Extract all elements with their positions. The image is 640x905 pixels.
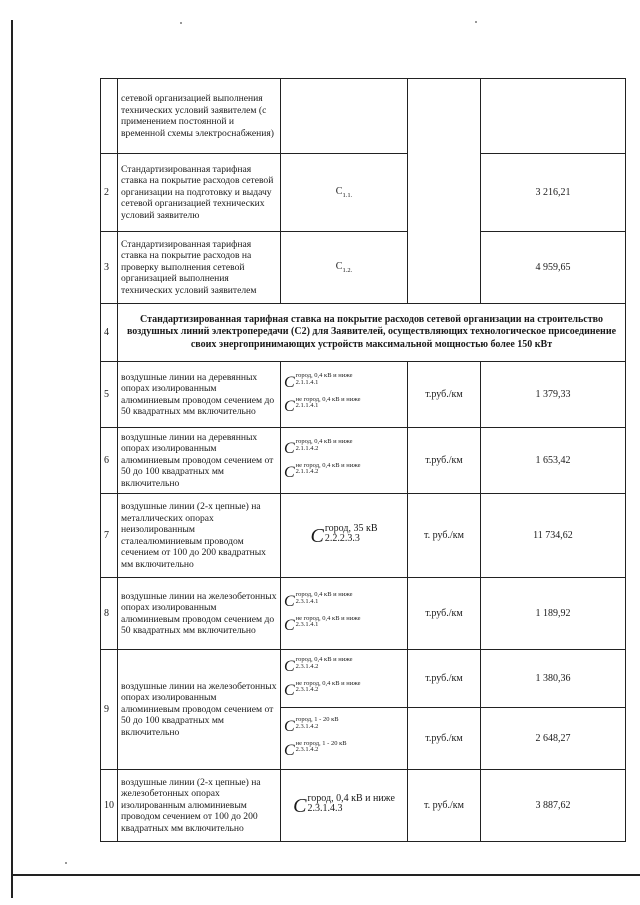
page-frame-bottom-line xyxy=(11,874,640,876)
unit xyxy=(408,154,481,232)
rate-value: 2 648,27 xyxy=(481,708,626,770)
table-row xyxy=(101,578,626,650)
unit: т.руб./км xyxy=(408,362,481,428)
table-row xyxy=(101,494,626,578)
row-number: 9 xyxy=(101,650,118,770)
row-number: 10 xyxy=(101,770,118,842)
unit xyxy=(408,232,481,304)
unit: т.руб./км xyxy=(408,428,481,494)
row-name: воздушные линии на деревянных опорах изолированным алюминиевым проводом сечением до 50 квадратных мм включительно xyxy=(118,362,281,428)
rate-symbol: C город, 0,4 кВ и ниже 2.1.1.4.2 C не город, 0,4 кВ и ниже 2.1.1.4.2 xyxy=(281,428,408,494)
tariff-rates-table xyxy=(100,78,626,842)
row-number: 7 xyxy=(101,494,118,578)
rate-value: 1 189,92 xyxy=(481,578,626,650)
table-row xyxy=(101,154,626,232)
row-name: сетевой организацией выполнения технических условий заявителем (с применением постоянной и временной схемы электроснабжения) xyxy=(118,79,281,154)
rate-symbol: C город, 0,4 кВ и ниже 2.3.1.4.3 xyxy=(281,770,408,842)
rate-value xyxy=(481,79,626,154)
rate-symbol xyxy=(281,79,408,154)
rate-value: 1 653,42 xyxy=(481,428,626,494)
row-name: воздушные линии на железобетонных опорах изолированным алюминиевым проводом сечением до 50 квадратных мм включительно xyxy=(118,578,281,650)
row-number: 4 xyxy=(101,304,118,362)
unit: т.руб./км xyxy=(408,650,481,708)
unit xyxy=(408,79,481,154)
row-name: воздушные линии (2-х цепные) на железобетонных опорах изолированным алюминиевым проводом сечением от 100 до 200 квадратных мм включительно xyxy=(118,770,281,842)
rate-value: 1 379,33 xyxy=(481,362,626,428)
rate-value: 1 380,36 xyxy=(481,650,626,708)
unit: т. руб./км xyxy=(408,494,481,578)
row-name: воздушные линии (2-х цепные) на металлических опорах неизолированным сталеалюминиевым проводом сечением от 100 до 200 квадратных мм включительно xyxy=(118,494,281,578)
table-row xyxy=(101,304,626,362)
row-number: 2 xyxy=(101,154,118,232)
table-row xyxy=(101,770,626,842)
rate-symbol: C город, 1 - 20 кВ 2.3.1.4.2 C не город, 1 - 20 кВ 2.3.1.4.2 xyxy=(281,708,408,770)
rate-symbol: C город, 0,4 кВ и ниже 2.3.1.4.1 C не город, 0,4 кВ и ниже 2.3.1.4.1 xyxy=(281,578,408,650)
unit: т. руб./км xyxy=(408,770,481,842)
rate-symbol: $C_{1.1.}$ xyxy=(281,154,408,232)
scan-speck xyxy=(65,862,67,864)
table-row xyxy=(101,362,626,428)
rate-value: 11 734,62 xyxy=(481,494,626,578)
rate-value: 4 959,65 xyxy=(481,232,626,304)
table-row xyxy=(101,650,626,708)
row-number: 6 xyxy=(101,428,118,494)
row-number xyxy=(101,79,118,154)
row-number: 3 xyxy=(101,232,118,304)
rate-symbol: C город, 0,4 кВ и ниже 2.1.1.4.1 C не город, 0,4 кВ и ниже 2.1.1.4.1 xyxy=(281,362,408,428)
section-header: Стандартизированная тарифная ставка на покрытие расходов сетевой организации на строительство воздушных линий электропередачи (С2) для Заявителей, осуществляющих технологическое присоединение своих энергопринимающих устройств максимальной мощностью более 150 кВт xyxy=(118,304,626,362)
row-number: 8 xyxy=(101,578,118,650)
table-row xyxy=(101,79,626,154)
unit: т.руб./км xyxy=(408,708,481,770)
row-name: воздушные линии на железобетонных опорах изолированным алюминиевым проводом сечением от 50 до 100 квадратных мм включительно xyxy=(118,650,281,770)
table-row xyxy=(101,428,626,494)
rate-value: 3 887,62 xyxy=(481,770,626,842)
scan-speck xyxy=(180,22,182,24)
row-number: 5 xyxy=(101,362,118,428)
rate-symbol: $C_{1.2.}$ xyxy=(281,232,408,304)
unit: т.руб./км xyxy=(408,578,481,650)
rate-symbol: C город, 0,4 кВ и ниже 2.3.1.4.2 C не город, 0,4 кВ и ниже 2.3.1.4.2 xyxy=(281,650,408,708)
rate-value: 3 216,21 xyxy=(481,154,626,232)
row-name: воздушные линии на деревянных опорах изолированным алюминиевым проводом сечением от 50 до 100 квадратных мм включительно xyxy=(118,428,281,494)
page-frame-left-line xyxy=(11,20,13,898)
row-name: Стандартизированная тарифная ставка на покрытие расходов сетевой организации на подготовку и выдачу сетевой организацией технических условий заявителю xyxy=(118,154,281,232)
table-row xyxy=(101,232,626,304)
row-name: Стандартизированная тарифная ставка на покрытие расходов на проверку выполнения сетевой организацией выполнения технических условий заявителем xyxy=(118,232,281,304)
rate-symbol: C город, 35 кВ 2.2.2.3.3 xyxy=(281,494,408,578)
scan-speck xyxy=(475,21,477,23)
